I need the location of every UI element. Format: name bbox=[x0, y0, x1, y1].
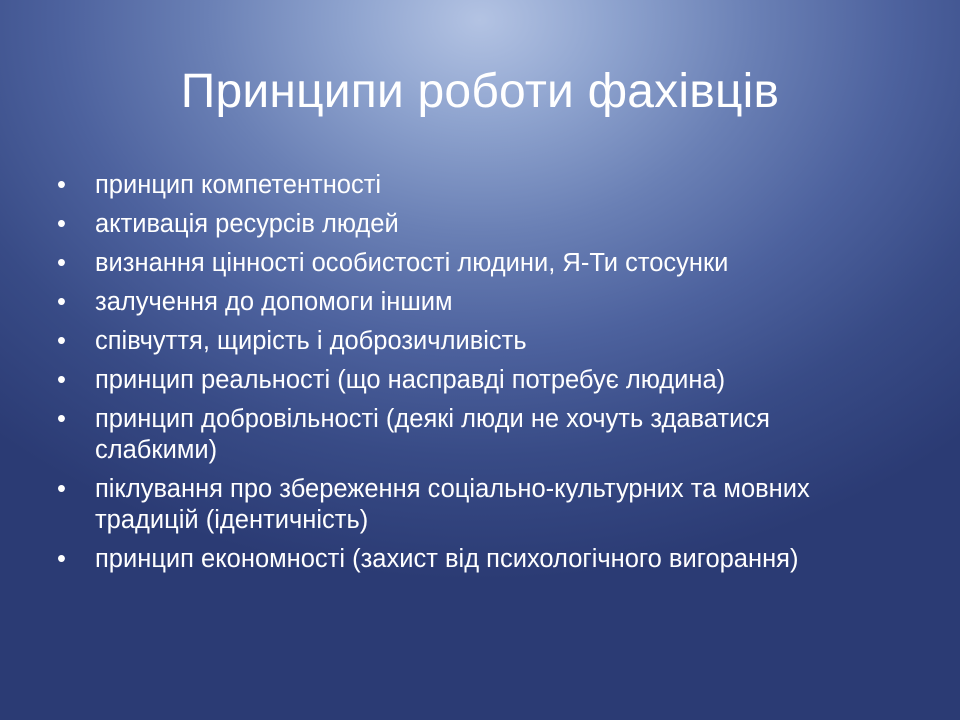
bullet-item bbox=[57, 248, 877, 279]
bullet-text: принцип компетентності bbox=[95, 171, 382, 199]
bullet-item bbox=[57, 209, 877, 240]
bullet-text: принцип добровільності (деякі люди не хочуть здаватися слабкими) bbox=[95, 405, 770, 464]
bullet-icon: • bbox=[57, 366, 66, 394]
bullet-list bbox=[57, 170, 877, 583]
bullet-text: визнання цінності особистості людини, Я-Ти стосунки bbox=[95, 249, 729, 277]
bullet-item bbox=[57, 404, 877, 466]
bullet-icon: • bbox=[57, 210, 66, 238]
bullet-icon: • bbox=[57, 171, 66, 199]
bullet-item bbox=[57, 326, 877, 357]
slide-title: Принципи роботи фахівців bbox=[180, 65, 780, 118]
bullet-item bbox=[57, 544, 877, 575]
bullet-icon: • bbox=[57, 327, 66, 355]
bullet-icon: • bbox=[57, 475, 66, 503]
bullet-icon: • bbox=[57, 288, 66, 316]
bullet-text: співчуття, щирість і доброзичливість bbox=[95, 327, 527, 355]
bullet-text: залучення до допомоги іншим bbox=[95, 288, 453, 316]
bullet-text: піклування про збереження соціально-культурних та мовних традицій (ідентичність) bbox=[95, 475, 810, 534]
bullet-item bbox=[57, 474, 877, 536]
bullet-text: принцип реальності (що насправді потребує людина) bbox=[95, 366, 726, 394]
bullet-item bbox=[57, 170, 877, 201]
bullet-item bbox=[57, 287, 877, 318]
bullet-text: активація ресурсів людей bbox=[95, 210, 399, 238]
bullet-icon: • bbox=[57, 405, 66, 433]
bullet-item bbox=[57, 365, 877, 396]
bullet-icon: • bbox=[57, 545, 66, 573]
bullet-icon: • bbox=[57, 249, 66, 277]
bullet-text: принцип економності (захист від психологічного вигорання) bbox=[95, 545, 799, 573]
